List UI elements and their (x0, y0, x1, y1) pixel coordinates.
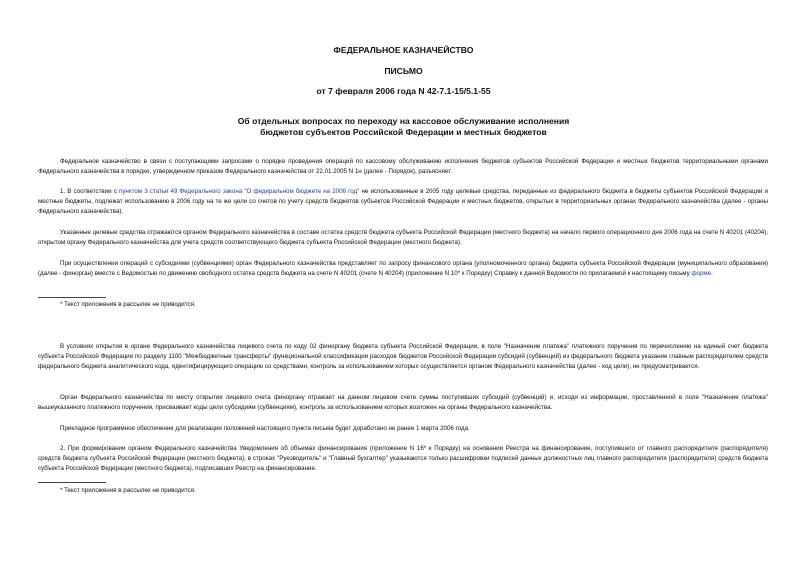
paragraph-3-text-end: . (711, 270, 713, 277)
document-type: ПИСЬМО (384, 66, 423, 76)
form-link[interactable]: форме (691, 270, 712, 277)
paragraph-4: В условиях открытия в органе Федерального казначейства лицевого счета по коду 02 финоргану бюджета субъекта Российской Федерации, в поле "Назначение платежа" платежного поручения по перечислению на единый счет бюджета субъекта Российской Федерации по разделу 1100 "Межбюджетные трансферты" функциональной классификации расходов бюджетов Российской Федерации субсидий (субвенций) из федерального бюджета указание главным распорядителем средств федерального бюджета аналитического кода, идентифицирующего операцию со средствами, контроль за использованием которых осуществляется органом Федерального казначейства (далее - код цели), не предусматривается. (38, 343, 768, 370)
paragraph-1 (38, 187, 768, 217)
paragraph-6: Прикладное программное обеспечение для реализации положений настоящего пункта письма будет доработано не ранее 1 марта 2006 года. (60, 425, 470, 432)
paragraph-3 (38, 259, 768, 279)
document-date-number: от 7 февраля 2006 года N 42-7.1-15/5.1-55 (316, 86, 491, 96)
paragraph-7: 2. При формировании органом Федерального казначейства Уведомления об объемах финансирования (приложение N 16* к Порядку) на основании Реестра на финансирование, поступившего от главного распорядителя (распорядителя) средств бюджета субъекта Российской Федерации (местного бюджета), в строках "Руководитель" и "Главный бухгалтер" указываются только расшифровки подписей данных должностных лиц главного распорядителя (распорядителя) средств бюджета субъекта Российской Федерации (местного бюджета), подписавших Реестр на финансирование. (38, 445, 768, 472)
issuer-heading: ФЕДЕРАЛЬНОЕ КАЗНАЧЕЙСТВО (333, 45, 474, 55)
footnote-divider-1 (38, 297, 106, 298)
document-title-line-1: Об отдельных вопросах по переходу на кассовое обслуживание исполнения (237, 116, 570, 126)
law-article-link[interactable]: пунктом 3 статьи 49 Федерального закона "О федеральном бюджете на 2006 год" (118, 188, 360, 195)
paragraph-3-text-start: При осуществлении операций с субсидиями (субвенциями) орган Федерального казначейства представляет по запросу финансового органа (уполномоченного органа) бюджета субъекта Российской Федерации (муниципального образования) (далее - финорган) вместе с Ведомостью по движению свободного остатка средств бюджета на счете N 40201 (счете N 40204) (приложение N 10* к Порядку) Справку к данной Ведомости по прилагаемой к настоящему письму (38, 260, 768, 277)
footnote-2: * Текст приложения в рассылке не приводится. (60, 487, 196, 494)
intro-paragraph: Федеральное казначейство в связи с поступающими запросами о порядке проведения операций по кассовому обслуживанию исполнения бюджетов субъектов Российской Федерации и местных бюджетов территориальными органами Федерального казначейства в порядке, утвержденном приказом Федерального казначейства от 22.01.2005 N 1н (далее - Порядок), разъясняет. (38, 158, 768, 175)
footnote-1: * Текст приложения в рассылке не приводится. (60, 301, 196, 308)
paragraph-5: Орган Федерального казначейства по месту открытия лицевого счета финоргану отражает на данном лицевом счете суммы поступивших субсидий (субвенций) и, исходя из информации, проставленной в поле "Назначение платежа" вышеуказанного платежного поручения, присваивает коды цели субсидиям (субвенциям), контроль за использованием которых возложен на органы Федерального казначейства. (38, 394, 768, 411)
paragraph-1-text-end: не использованные в 2005 году целевые средства, переданные из федерального бюджета в бюджеты субъектов Российской Федерации и местные бюджеты, подлежат использованию в 2006 году на те же цели со счетов по учету средств бюджетов субъектов Российской Федерации и местных бюджетов, открытых в территориальных органах Федерального казначейства (далее - органы Федерального казначейства). (38, 188, 768, 215)
paragraph-1-text-start: 1. В соответствии с (60, 188, 119, 195)
footnote-divider-2 (38, 482, 106, 483)
paragraph-2: Указанные целевые средства отражаются органом Федерального казначейства в составе остатка средств бюджета субъекта Российской Федерации (местного бюджета) на начало первого операционного дня 2006 года на счете N 40201 (40204), открытом органу Федерального казначейства для учета средств соответствующего бюджета субъекта Российской Федерации (местного бюджета). (38, 229, 768, 246)
document-title-line-2: бюджетов субъектов Российской Федерации и местных бюджетов (260, 127, 547, 137)
